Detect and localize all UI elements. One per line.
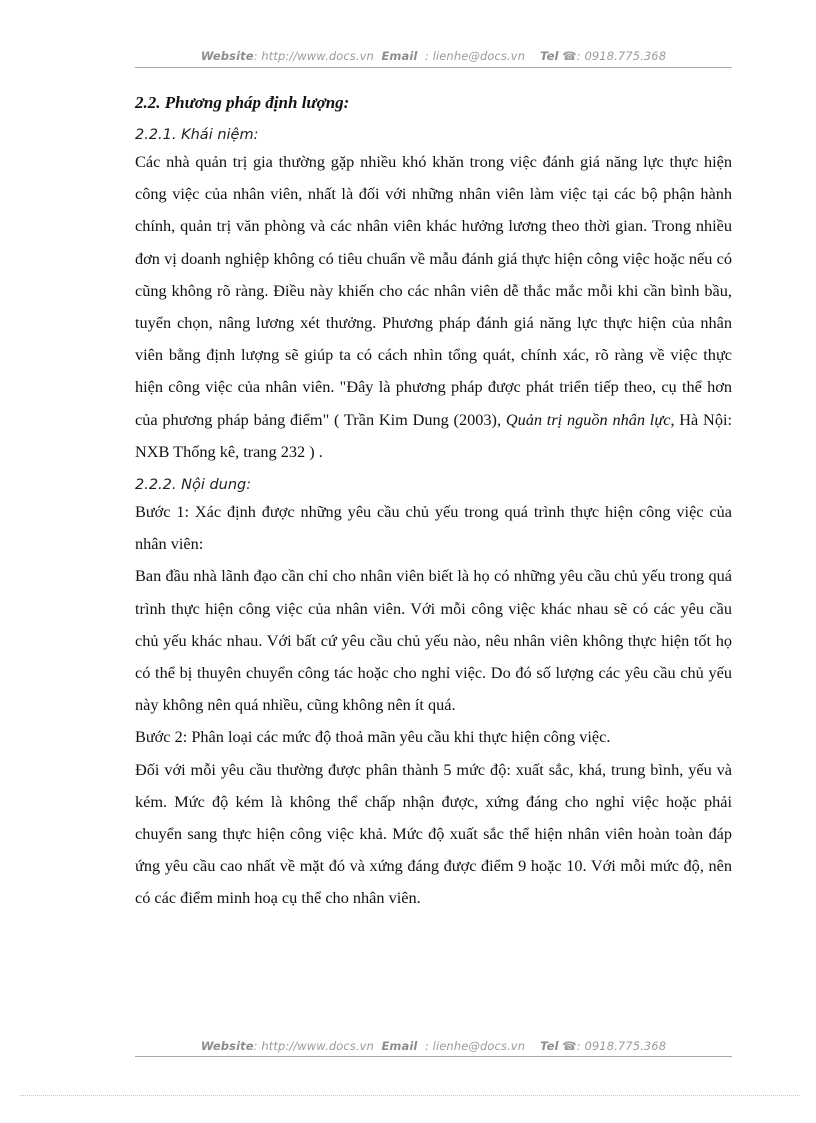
subsection-title-content: 2.2.2. Nội dung: bbox=[135, 477, 252, 494]
step1-paragraph: Ban đầu nhà lãnh đạo cần chỉ cho nhân viên biết là họ có những yêu cầu chủ yếu trong quá trình thực hiện công việc của nhân viên. Với mỗi công việc khác nhau sẽ có các yêu cầu chủ yếu khác nhau. Với bất cứ yêu cầu chủ yếu nào, nêu nhân viên không thực hiện tốt họ có thể bị thuyên chuyển công tác hoặc cho nghỉ việc. Do đó số lượng các yêu cầu chủ yếu này không nên quá nhiều, cũng không nên ít quá. bbox=[135, 566, 732, 715]
section-title: 2.2. Phương pháp định lượng: bbox=[135, 93, 350, 112]
concept-paragraph bbox=[135, 146, 732, 468]
citation-book-title: Quản trị nguồn nhân lực bbox=[505, 409, 671, 429]
footer-website-label: Website bbox=[200, 1039, 254, 1053]
page-header bbox=[135, 49, 732, 63]
step1-heading: Bước 1: Xác định được những yêu cầu chủ yếu trong quá trình thực hiện công việc của nhân viên: bbox=[135, 502, 732, 554]
page-break-line bbox=[20, 1095, 800, 1096]
footer-email-label: Email bbox=[381, 1039, 418, 1053]
header-tel-label: Tel bbox=[540, 49, 559, 63]
concept-text: Các nhà quản trị gia thường gặp nhiều khó khăn trong việc đánh giá năng lực thực hiện công việc của nhân viên, nhất là đối với những nhân viên làm việc tại các bộ phận hành chính, quản trị văn phòng và các nhân viên khác hưởng lương theo thời gian. Trong nhiều đơn vị doanh nghiệp không có tiêu chuẩn về mẫu đánh giá thực hiện công việc hoặc nếu có cũng không rõ ràng. Điều này khiến cho các nhân viên dễ thắc mắc mỗi khi cần bình bầu, tuyển chọn, nâng lương xét thưởng. Phương pháp đánh giá năng lực thực hiện của nhân viên bằng định lượng sẽ giúp ta có cách nhìn tổng quát, chính xác, rõ ràng về việc thực hiện công việc của nhân viên. "Đây là phương pháp được phát triển tiếp theo, cụ thể hơn của phương pháp bảng điểm" ( Trần Kim Dung (2003), bbox=[135, 152, 732, 429]
footer-tel-label: Tel bbox=[540, 1039, 559, 1053]
citation-rest: , Hà Nội: NXB Thống kê, trang 232 ) . bbox=[135, 409, 733, 461]
header-email-label: Email bbox=[381, 49, 418, 63]
footer-website-value: : http://www.docs.vn bbox=[253, 1039, 374, 1053]
footer-rule bbox=[135, 1056, 732, 1057]
header-email-value: : lienhe@docs.vn bbox=[424, 49, 526, 63]
subsection-title-concept: 2.2.1. Khái niệm: bbox=[135, 127, 259, 143]
header-website-label: Website bbox=[200, 49, 254, 63]
header-tel-value: ☎: 0918.775.368 bbox=[562, 49, 667, 63]
step2-paragraph: Đối với mỗi yêu cầu thường được phân thành 5 mức độ: xuất sắc, khá, trung bình, yếu và kém. Mức độ kém là không thể chấp nhận được, xứng đáng cho nghỉ việc hoặc phải chuyển sang thực hiện công việc khả. Mức độ xuất sắc thể hiện nhân viên hoàn toàn đáp ứng yêu cầu cao nhất về mặt đó và xứng đáng được điểm 9 hoặc 10. Với mỗi mức độ, nên có các điểm minh hoạ cụ thể cho nhân viên. bbox=[135, 759, 732, 908]
document-body bbox=[135, 92, 732, 915]
header-website-value: : http://www.docs.vn bbox=[253, 49, 374, 63]
footer-tel-value: ☎: 0918.775.368 bbox=[562, 1039, 667, 1053]
header-rule bbox=[135, 67, 732, 68]
footer-email-value: : lienhe@docs.vn bbox=[424, 1039, 526, 1053]
page-footer bbox=[135, 1039, 732, 1053]
step2-heading: Bước 2: Phân loại các mức độ thoả mãn yêu cầu khi thực hiện công việc. bbox=[135, 727, 611, 747]
